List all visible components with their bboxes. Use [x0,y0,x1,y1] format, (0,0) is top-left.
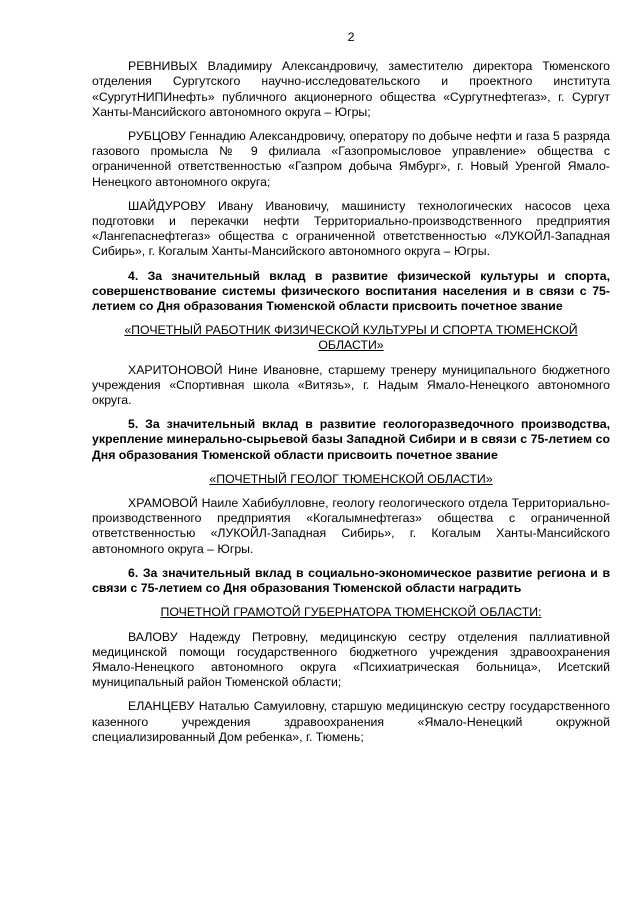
award-paragraph: ШАЙДУРОВУ Ивану Ивановичу, машинисту технологических насосов цеха подготовки и перекачки нефти Территориально-производственного предприятия «Лангепаснефтегаз» общества с ограниченной ответственностью «ЛУКОЙЛ-Западная Сибирь», г. Когалым Ханты-Мансийского автономного округа – Югры. [92,198,610,259]
award-paragraph: РЕВНИВЫХ Владимиру Александровичу, заместителю директора Тюменского отделения Сургутского научно-исследовательского и проектного института «СургутНИПИнефть» публичного акционерного общества «Сургутнефтегаз», г. Сургут Ханты-Мансийского автономного округа – Югры; [92,59,610,119]
honorary-title: ПОЧЕТНОЙ ГРАМОТОЙ ГУБЕРНАТОРА ТЮМЕНСКОЙ ОБЛАСТИ: [160,605,542,620]
honorary-title: «ПОЧЕТНЫЙ РАБОТНИК ФИЗИЧЕСКОЙ КУЛЬТУРЫ И СПОРТА ТЮМЕНСКОЙ ОБЛАСТИ» [124,323,578,353]
award-paragraph: ХРАМОВОЙ Наиле Хабибулловне, геологу геологического отдела Территориально-производственного предприятия «Когалымнефтегаз» общества с ограниченной ответственностью «ЛУКОЙЛ-Западная Сибирь», г. Когалым Ханты-Мансийского автономного округа – Югры. [92,496,610,556]
page-number: 2 [347,30,355,44]
section-heading: 5. За значительный вклад в развитие геологоразведочного производства, укрепление минерально-сырьевой базы Западной Сибири и в связи с 75-летием со Дня образования Тюменской области присвоить почетное звание [92,417,610,462]
section-heading: 4. За значительный вклад в развитие физической культуры и спорта, совершенствование системы физического воспитания населения и в связи с 75-летием со Дня образования Тюменской области присвоить почетное звание [92,268,610,314]
award-paragraph: ВАЛОВУ Надежду Петровну, медицинскую сестру отделения паллиативной медицинской помощи государственного бюджетного учреждения здравоохранения Ямало-Ненецкого автономного округа «Психиатрическая больница», Исетский муниципальный район Тюменской области; [92,629,610,690]
honorary-title: «ПОЧЕТНЫЙ ГЕОЛОГ ТЮМЕНСКОЙ ОБЛАСТИ» [209,471,493,486]
award-paragraph: ХАРИТОНОВОЙ Нине Ивановне, старшему тренеру муниципального бюджетного учреждения «Спортивная школа «Витязь», г. Надым Ямало-Ненецкого автономного округа. [92,362,610,408]
award-paragraph: ЕЛАНЦЕВУ Наталью Самуиловну, старшую медицинскую сестру государственного казенного учреждения здравоохранения «Ямало-Ненецкий окружной специализированный Дом ребенка», г. Тюмень; [92,699,610,744]
award-paragraph: РУБЦОВУ Геннадию Александровичу, оператору по добыче нефти и газа 5 разряда газового промысла № 9 филиала «Газопромысловое управление» общества с ограниченной ответственностью «Газпром добыча Ямбург», г. Новый Уренгой Ямало-Ненецкого автономного округа; [92,129,610,189]
section-heading: 6. За значительный вклад в социально-экономическое развитие региона и в связи с 75-летием со Дня образования Тюменской области наградить [92,565,610,596]
